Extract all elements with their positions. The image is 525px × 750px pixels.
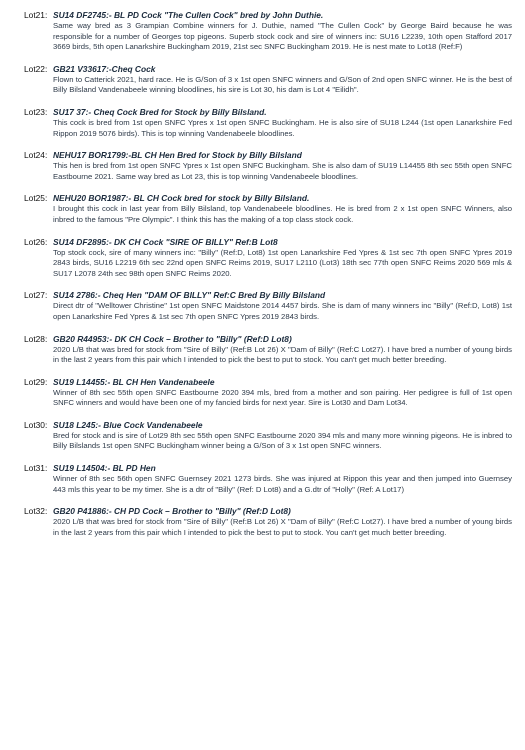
lot-title: GB20 R44953:- DK CH Cock – Brother to "Billy" (Ref:D Lot8) — [53, 333, 292, 344]
lot-title: GB20 P41886:- CH PD Cock – Brother to "Billy" (Ref:D Lot8) — [53, 506, 291, 517]
lot-title: GB21 V33617:-Cheq Cock — [53, 63, 156, 74]
lot-title: SU17 37:- Cheq Cock Bred for Stock by Billy Bilsland. — [53, 106, 267, 117]
lot-title: SU19 L14455:- BL CH Hen Vandenabeele — [53, 376, 215, 387]
lot-entry — [24, 463, 512, 495]
lot-number: Lot23: — [24, 106, 48, 117]
lot-description: Flown to Catterick 2021, hard race. He is G/Son of 3 x 1st open SNFC winners and G/Son of 2nd open SNFC winner. He is the best of Billy Bilsland Vandenabeele winning bloodlines, his sire is Lot 30, his dam is Lot 4 "Eilidh". — [53, 74, 512, 95]
lot-description: 2020 L/B that was bred for stock from "Sire of Billy" (Ref:B Lot 26) X "Dam of Billy" (Ref:C Lot27). I have bred a number of young birds in the last 2 years from this pair which I intended to pick the best to put to stock. You can't get much better breeding. — [53, 517, 512, 537]
lot-number: Lot30: — [24, 419, 48, 430]
lot-number: Lot26: — [24, 236, 48, 247]
lot-title: SU14 DF2745:- BL PD Cock "The Cullen Cock" bred by John Duthie. — [53, 10, 324, 20]
lot-number: Lot28: — [24, 333, 48, 344]
lot-entry — [24, 377, 512, 409]
lot-number: Lot32: — [24, 506, 48, 517]
lot-entry — [24, 107, 512, 139]
lot-entry — [24, 506, 512, 538]
lot-title: SU14 DF2895:- DK CH Cock "SIRE OF BILLY" Ref:B Lot8 — [53, 236, 278, 247]
lot-number: Lot22: — [24, 63, 48, 74]
lot-number: Lot21: — [24, 10, 48, 20]
lot-description: Winner of 8th sec 55th open SNFC Eastbourne 2020 394 mls, bred from a mother and son pairing. Her pedigree is full of 1st open SNFC winners and would have been one of my fancied birds for next year. Sire is Lot30 and Dam Lot34. — [53, 387, 512, 408]
lot-entry — [24, 334, 512, 366]
lot-title: SU19 L14504:- BL PD Hen — [53, 463, 156, 474]
lot-number: Lot29: — [24, 376, 48, 387]
lot-entry — [24, 193, 512, 225]
lot-description: This cock is bred from 1st open SNFC Ypres x 1st open SNFC Buckingham. He is also sire of SU18 L244 (1st open Lanarkshire Fed Rippon 2019 5076 birds). This is top winning Vandenabeele bloodlines. — [53, 117, 512, 138]
lot-description: Same way bred as 3 Grampian Combine winners for J. Duthie, named "The Cullen Cock" by George Baird because he was responsible for a number of Georges top pigeons. Superb stock cock and sire of winners inc: SU16 L2239, 10th open Stafford 2017 3669 birds, 5th open Lanarkshire Buckingham 2019, 21st sec SNFC Buckingham 2019. He is nest mate to Lot18 (Ref:F) — [53, 21, 512, 52]
lot-title: NEHU20 BOR1987:- BL CH Cock bred for stock by Billy Bilsland. — [53, 193, 310, 204]
lot-number: Lot27: — [24, 290, 48, 301]
lot-description: Direct dtr of "Welltower Christine" 1st open SNFC Maidstone 2014 4457 birds. She is dam of many winners inc "Billy" (Ref:D, Lot8) 1st open Lanarkshire Fed Ypres & 1st sec 7th open SNFC Ypres 2019 2843 birds. — [53, 301, 512, 321]
lot-number: Lot25: — [24, 193, 48, 204]
lot-description: 2020 L/B that was bred for stock from "Sire of Billy" (Ref:B Lot 26) X "Dam of Billy" (Ref:C Lot27). I have bred a number of young birds in the last 2 years from this pair which I intended to pick the best to put to stock. You can't get much better breeding. — [53, 344, 512, 365]
lot-entry — [24, 10, 512, 53]
lot-entry — [24, 150, 512, 182]
lot-list — [24, 10, 512, 549]
lot-entry — [24, 64, 512, 96]
lot-entry — [24, 420, 512, 452]
lot-title: SU18 L245:- Blue Cock Vandenabeele — [53, 419, 203, 430]
lot-description: This hen is bred from 1st open SNFC Ypres x 1st open SNFC Buckingham. She is also dam of SU19 L14455 8th sec 55th open SNFC Eastbourne 2021. Same way bred as Lot 23, this is top winning Vandenabeele bloodlines. — [53, 161, 512, 181]
lot-entry — [24, 290, 512, 322]
lot-description: Top stock cock, sire of many winners inc: "Billy" (Ref:D, Lot8) 1st open Lanarkshire Fed Ypres & 1st sec 7th open SNFC Ypres 2019 2843 birds, SU16 L2219 6th sec 22nd open SNFC Reims 2019, SU17 L2110 (Lot3) 18th sec 77th open SNFC Reims 2020 569 mls & SU17 L2078 24th sec 98th open SNFC Reims 2020. — [53, 247, 512, 278]
lot-description: Bred for stock and is sire of Lot29 8th sec 55th open SNFC Eastbourne 2020 394 mls and many more winning pigeons. He is inbred to Billy Bilslands 1st open SNFC Buckingham winner being a G/Son of 3 x 1st open SNFC winners. — [53, 430, 512, 451]
lot-entry — [24, 237, 512, 280]
lot-number: Lot24: — [24, 150, 48, 161]
lot-title: SU14 2786:- Cheq Hen "DAM OF BILLY" Ref:C Bred By Billy Bilsland — [53, 290, 326, 301]
lot-title: NEHU17 BOR1799:-BL CH Hen Bred for Stock by Billy Bilsland — [53, 150, 302, 161]
lot-description: I brought this cock in last year from Billy Bilsland, top Vandenabeele bloodlines. He is bred from 2 x 1st open SNFC Winners, also inbred to the famous "Pre Olympic". I think this has the making of a top class stock cock. — [53, 204, 512, 224]
lot-description: Winner of 8th sec 56th open SNFC Guernsey 2021 1273 birds. She was injured at Rippon this year and then jumped into Guernsey 443 mls this year to be my timer. She is a dtr of "Billy" (Ref: D Lot8) and a G.dtr of "Holly" (Ref: A Lot17) — [53, 474, 512, 494]
lot-number: Lot31: — [24, 463, 48, 474]
